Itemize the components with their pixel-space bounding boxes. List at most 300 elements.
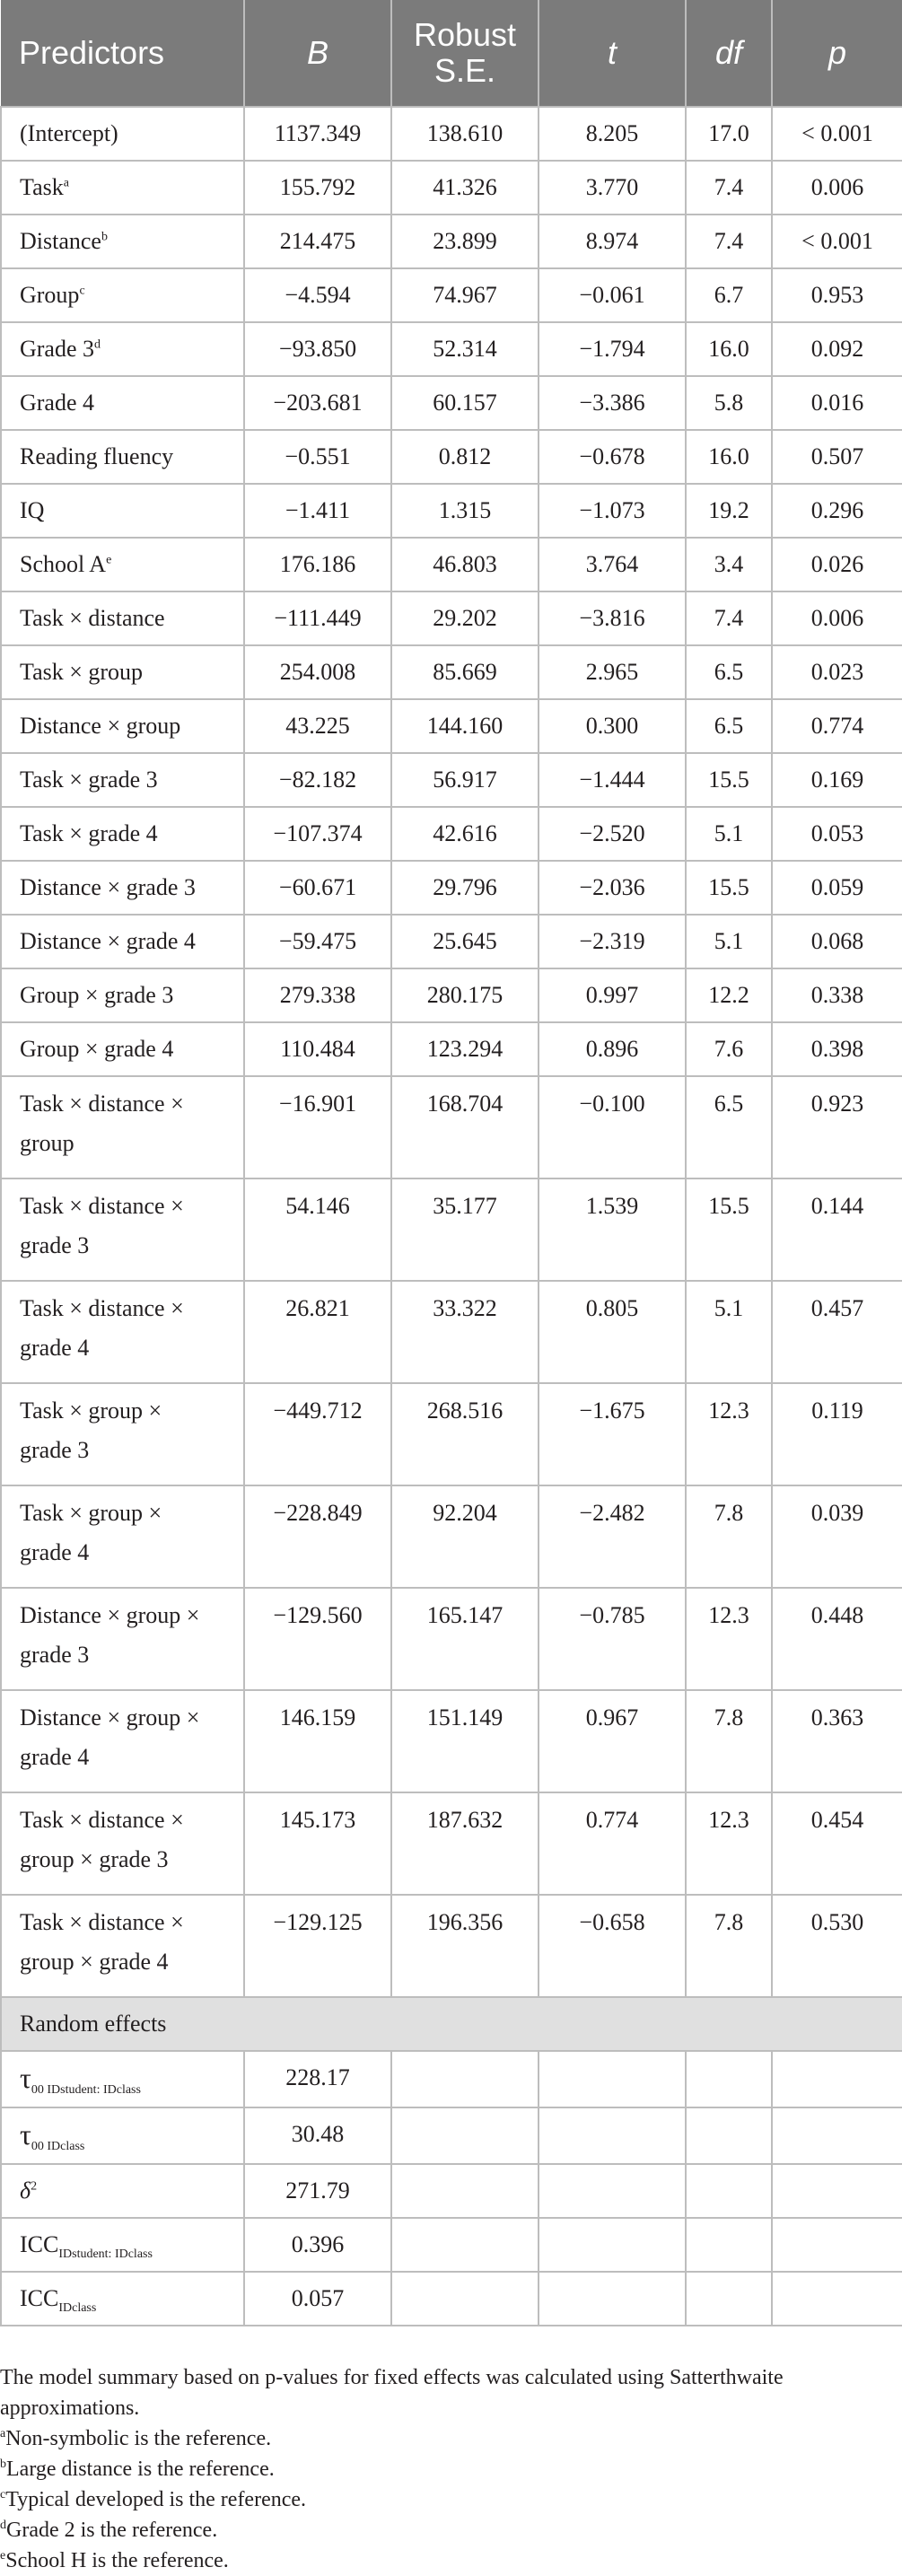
random-effect-subscript: IDclass [58,2301,97,2316]
random-effect-value: 228.17 [244,2051,391,2107]
table-row [1,215,902,268]
df-cell: 6.7 [686,268,772,322]
random-effect-symbol: ICC [20,2231,59,2257]
footnote [0,2454,902,2484]
predictor-label-line2: grade 4 [20,1539,90,1565]
predictor-cell [1,1690,244,1792]
df-cell: 7.8 [686,1485,772,1588]
p-cell: 0.053 [772,807,902,861]
footnote-text: Large distance is the reference. [6,2458,275,2481]
header-t: t [539,0,686,107]
se-cell: 280.175 [391,968,539,1022]
random-effect-row [1,2051,902,2107]
predictor-label: Task × group [20,659,144,685]
footnote [0,2423,902,2454]
predictor-label: Task × distance [20,605,165,631]
random-effect-subscript: 00 IDstudent: IDclass [31,2083,141,2098]
table-row [1,1383,902,1485]
random-effect-label [1,2164,244,2218]
table-row [1,1690,902,1792]
predictor-cell [1,322,244,376]
empty-cell [686,2164,772,2218]
footnote-text: Non-symbolic is the reference. [5,2427,272,2450]
p-cell: 0.923 [772,1076,902,1178]
p-cell: 0.507 [772,430,902,484]
table-row [1,1588,902,1690]
predictor-cell [1,861,244,915]
empty-cell [391,2218,539,2272]
footnote-marker: b [101,230,108,244]
t-cell: −0.061 [539,268,686,322]
b-cell: 145.173 [244,1792,391,1895]
predictor-cell [1,1485,244,1588]
t-cell: −2.319 [539,915,686,968]
footnote-mark: d [0,2519,6,2532]
predictor-label-line1: Task × distance × [20,1909,184,1935]
se-cell: 41.326 [391,161,539,215]
t-cell: 0.300 [539,699,686,753]
predictor-cell [1,430,244,484]
table-row [1,1022,902,1076]
se-cell: 46.803 [391,538,539,591]
b-cell: −4.594 [244,268,391,322]
df-cell: 5.1 [686,1281,772,1383]
b-cell: 254.008 [244,645,391,699]
random-effect-label [1,2218,244,2272]
p-cell: 0.144 [772,1178,902,1281]
table-row [1,268,902,322]
predictor-label-line2: group × grade 3 [20,1846,169,1872]
p-cell: 0.398 [772,1022,902,1076]
df-cell: 5.1 [686,807,772,861]
b-cell: −93.850 [244,322,391,376]
empty-cell [772,2272,902,2326]
empty-cell [539,2218,686,2272]
df-cell: 3.4 [686,538,772,591]
t-cell: −2.482 [539,1485,686,1588]
t-cell: 0.967 [539,1690,686,1792]
footnote-list [0,2423,902,2576]
p-cell: 0.363 [772,1690,902,1792]
se-cell: 42.616 [391,807,539,861]
header-predictors: Predictors [1,0,244,107]
predictor-label: Distance × group [20,713,181,739]
header-robust-se [391,0,539,107]
predictor-label-line1: Task × group × [20,1398,162,1424]
predictor-cell [1,645,244,699]
random-effect-symbol: τ [20,2062,31,2094]
predictor-label-line2: grade 3 [20,1232,90,1258]
header-b: B [244,0,391,107]
b-cell: −228.849 [244,1485,391,1588]
footnote-marker: d [94,337,101,352]
footnote-mark: a [0,2427,6,2440]
predictor-label: Group × grade 4 [20,1036,174,1062]
b-cell: 26.821 [244,1281,391,1383]
footer-note: The model summary based on p-values for fixed effects was calculated using Satterthwaite approximations. [0,2366,784,2420]
predictor-cell [1,484,244,538]
predictor-cell [1,1383,244,1485]
random-effect-subscript: 00 IDclass [31,2140,85,2154]
b-cell: −16.901 [244,1076,391,1178]
b-cell: −449.712 [244,1383,391,1485]
predictor-cell [1,1895,244,1997]
predictor-label-line1: Task × distance × [20,1295,184,1321]
b-cell: 54.146 [244,1178,391,1281]
footnote [0,2545,902,2576]
table-row [1,861,902,915]
se-cell: 144.160 [391,699,539,753]
table-row [1,699,902,753]
random-effect-symbol: δ [20,2177,31,2204]
p-cell: < 0.001 [772,215,902,268]
footnote-mark: c [0,2488,6,2502]
t-cell: −1.444 [539,753,686,807]
table-row [1,753,902,807]
predictor-label: Group × grade 3 [20,982,174,1008]
footnote-text: Typical developed is the reference. [5,2488,307,2511]
df-cell: 12.3 [686,1588,772,1690]
p-cell: 0.774 [772,699,902,753]
se-cell: 85.669 [391,645,539,699]
footnote-text: Grade 2 is the reference. [6,2519,218,2542]
p-cell: < 0.001 [772,107,902,161]
predictor-cell [1,1076,244,1178]
empty-cell [772,2218,902,2272]
table-row [1,645,902,699]
table-row [1,161,902,215]
df-cell: 17.0 [686,107,772,161]
empty-cell [686,2051,772,2107]
predictor-cell [1,807,244,861]
predictor-cell [1,968,244,1022]
table-row [1,1895,902,1997]
t-cell: −3.386 [539,376,686,430]
p-cell: 0.457 [772,1281,902,1383]
df-cell: 15.5 [686,1178,772,1281]
se-cell: 123.294 [391,1022,539,1076]
footnote-marker: e [106,553,112,567]
footnote-mark: b [0,2458,6,2471]
empty-cell [391,2107,539,2164]
t-cell: −3.816 [539,591,686,645]
t-cell: 2.965 [539,645,686,699]
predictor-cell [1,215,244,268]
p-cell: 0.530 [772,1895,902,1997]
b-cell: −107.374 [244,807,391,861]
t-cell: −2.036 [539,861,686,915]
t-cell: −0.678 [539,430,686,484]
se-cell: 196.356 [391,1895,539,1997]
se-cell: 187.632 [391,1792,539,1895]
footnote-marker: c [79,284,85,298]
b-cell: −203.681 [244,376,391,430]
df-cell: 16.0 [686,322,772,376]
df-cell: 12.2 [686,968,772,1022]
se-cell: 165.147 [391,1588,539,1690]
df-cell: 16.0 [686,430,772,484]
predictor-label-line2: grade 4 [20,1744,90,1770]
se-cell: 29.202 [391,591,539,645]
predictor-label: Distance [20,228,101,254]
df-cell: 6.5 [686,1076,772,1178]
p-cell: 0.006 [772,161,902,215]
b-cell: −129.125 [244,1895,391,1997]
empty-cell [686,2107,772,2164]
t-cell: 3.764 [539,538,686,591]
table-header [1,0,902,107]
predictor-label: IQ [20,497,45,523]
footnote [0,2484,902,2515]
t-cell: −0.785 [539,1588,686,1690]
random-effect-value: 0.057 [244,2272,391,2326]
p-cell: 0.169 [772,753,902,807]
se-cell: 25.645 [391,915,539,968]
t-cell: 8.205 [539,107,686,161]
b-cell: −60.671 [244,861,391,915]
predictor-label: Distance × grade 3 [20,874,196,900]
df-cell: 6.5 [686,645,772,699]
empty-cell [686,2272,772,2326]
df-cell: 7.4 [686,215,772,268]
empty-cell [539,2051,686,2107]
se-cell: 0.812 [391,430,539,484]
p-cell: 0.026 [772,538,902,591]
b-cell: 279.338 [244,968,391,1022]
predictor-label: Task [20,174,64,200]
random-effect-value: 30.48 [244,2107,391,2164]
table-footer [0,2362,902,2576]
df-cell: 5.8 [686,376,772,430]
b-cell: −129.560 [244,1588,391,1690]
footnote-mark: e [0,2549,6,2563]
predictor-label-line2: grade 4 [20,1335,90,1361]
df-cell: 7.4 [686,161,772,215]
se-cell: 23.899 [391,215,539,268]
se-cell: 60.157 [391,376,539,430]
t-cell: −1.073 [539,484,686,538]
table-row [1,807,902,861]
random-effect-row [1,2164,902,2218]
t-cell: 0.774 [539,1792,686,1895]
df-cell: 12.3 [686,1792,772,1895]
predictor-label: Group [20,282,80,308]
df-cell: 7.8 [686,1895,772,1997]
footnote-marker: a [63,176,69,190]
random-effect-label [1,2272,244,2326]
random-effect-value: 0.396 [244,2218,391,2272]
predictor-label-line1: Task × distance × [20,1807,184,1833]
predictor-label: School A [20,551,107,577]
t-cell: 1.539 [539,1178,686,1281]
predictor-label: Task × grade 3 [20,767,158,793]
t-cell: 8.974 [539,215,686,268]
table-row [1,1485,902,1588]
random-effects-title: Random effects [1,1997,902,2051]
b-cell: 176.186 [244,538,391,591]
table-row [1,1792,902,1895]
table-row [1,1178,902,1281]
se-cell: 168.704 [391,1076,539,1178]
p-cell: 0.092 [772,322,902,376]
random-effect-symbol: τ [20,2118,31,2151]
b-cell: −59.475 [244,915,391,968]
df-cell: 15.5 [686,753,772,807]
p-cell: 0.006 [772,591,902,645]
se-cell: 268.516 [391,1383,539,1485]
predictor-cell [1,1792,244,1895]
predictor-cell [1,915,244,968]
t-cell: −0.658 [539,1895,686,1997]
empty-cell [391,2272,539,2326]
empty-cell [772,2164,902,2218]
predictor-label-line1: Distance × group × [20,1704,200,1730]
df-cell: 7.4 [686,591,772,645]
predictor-label: (Intercept) [20,120,118,146]
table-row [1,484,902,538]
predictor-label: Grade 4 [20,390,95,416]
table-row [1,322,902,376]
df-cell: 12.3 [686,1383,772,1485]
empty-cell [539,2164,686,2218]
table-row [1,591,902,645]
df-cell: 7.6 [686,1022,772,1076]
predictor-label-line2: grade 3 [20,1642,90,1668]
p-cell: 0.296 [772,484,902,538]
predictor-label-line2: grade 3 [20,1437,90,1463]
random-effects-header-row [1,1997,902,2051]
se-cell: 56.917 [391,753,539,807]
random-effect-subscript: IDstudent: IDclass [58,2247,153,2262]
df-cell: 5.1 [686,915,772,968]
p-cell: 0.068 [772,915,902,968]
predictor-cell [1,268,244,322]
predictor-label-line2: group × grade 4 [20,1949,169,1975]
predictor-cell [1,1588,244,1690]
se-cell: 151.149 [391,1690,539,1792]
t-cell: −0.100 [539,1076,686,1178]
footnote [0,2515,902,2545]
table-row [1,430,902,484]
random-effect-label [1,2051,244,2107]
random-effect-row [1,2218,902,2272]
predictor-cell [1,699,244,753]
p-cell: 0.454 [772,1792,902,1895]
table-row [1,1076,902,1178]
empty-cell [539,2272,686,2326]
predictor-label-line1: Task × group × [20,1500,162,1526]
p-cell: 0.039 [772,1485,902,1588]
random-effect-row [1,2272,902,2326]
random-effect-label [1,2107,244,2164]
table-row [1,1281,902,1383]
header-df: df [686,0,772,107]
predictor-cell [1,1178,244,1281]
predictor-cell [1,591,244,645]
p-cell: 0.119 [772,1383,902,1485]
empty-cell [391,2164,539,2218]
se-cell: 52.314 [391,322,539,376]
empty-cell [686,2218,772,2272]
table-row [1,107,902,161]
predictor-label: Task × grade 4 [20,820,158,846]
random-effect-row [1,2107,902,2164]
p-cell: 0.016 [772,376,902,430]
df-cell: 7.8 [686,1690,772,1792]
df-cell: 15.5 [686,861,772,915]
random-effect-superscript: 2 [31,2179,38,2194]
p-cell: 0.023 [772,645,902,699]
empty-cell [539,2107,686,2164]
random-effect-symbol: ICC [20,2285,59,2311]
t-cell: 0.805 [539,1281,686,1383]
header-robust-se-label: Robust S.E. [413,16,517,89]
p-cell: 0.448 [772,1588,902,1690]
predictor-label-line1: Distance × group × [20,1602,200,1628]
p-cell: 0.953 [772,268,902,322]
footnote-text: School H is the reference. [5,2549,229,2572]
t-cell: −1.675 [539,1383,686,1485]
p-cell: 0.059 [772,861,902,915]
t-cell: 0.896 [539,1022,686,1076]
b-cell: 110.484 [244,1022,391,1076]
predictor-cell [1,376,244,430]
predictor-label-line1: Task × distance × [20,1091,184,1117]
predictor-cell [1,161,244,215]
t-cell: 0.997 [539,968,686,1022]
b-cell: −0.551 [244,430,391,484]
b-cell: 146.159 [244,1690,391,1792]
b-cell: 214.475 [244,215,391,268]
se-cell: 35.177 [391,1178,539,1281]
df-cell: 6.5 [686,699,772,753]
se-cell: 29.796 [391,861,539,915]
b-cell: −1.411 [244,484,391,538]
table-row [1,376,902,430]
t-cell: −2.520 [539,807,686,861]
predictor-label-line1: Task × distance × [20,1193,184,1219]
se-cell: 1.315 [391,484,539,538]
b-cell: 155.792 [244,161,391,215]
predictor-label: Grade 3 [20,336,95,362]
header-p: p [772,0,902,107]
p-cell: 0.338 [772,968,902,1022]
empty-cell [391,2051,539,2107]
empty-cell [772,2107,902,2164]
predictor-cell [1,107,244,161]
df-cell: 19.2 [686,484,772,538]
se-cell: 74.967 [391,268,539,322]
table-body [1,107,902,2326]
b-cell: 43.225 [244,699,391,753]
se-cell: 33.322 [391,1281,539,1383]
predictor-cell [1,753,244,807]
empty-cell [772,2051,902,2107]
random-effect-value: 271.79 [244,2164,391,2218]
predictor-label: Reading fluency [20,443,174,469]
t-cell: 3.770 [539,161,686,215]
se-cell: 138.610 [391,107,539,161]
se-cell: 92.204 [391,1485,539,1588]
predictor-cell [1,1281,244,1383]
t-cell: −1.794 [539,322,686,376]
predictor-cell [1,1022,244,1076]
table-row [1,915,902,968]
b-cell: −82.182 [244,753,391,807]
b-cell: −111.449 [244,591,391,645]
table-row [1,968,902,1022]
table-row [1,538,902,591]
